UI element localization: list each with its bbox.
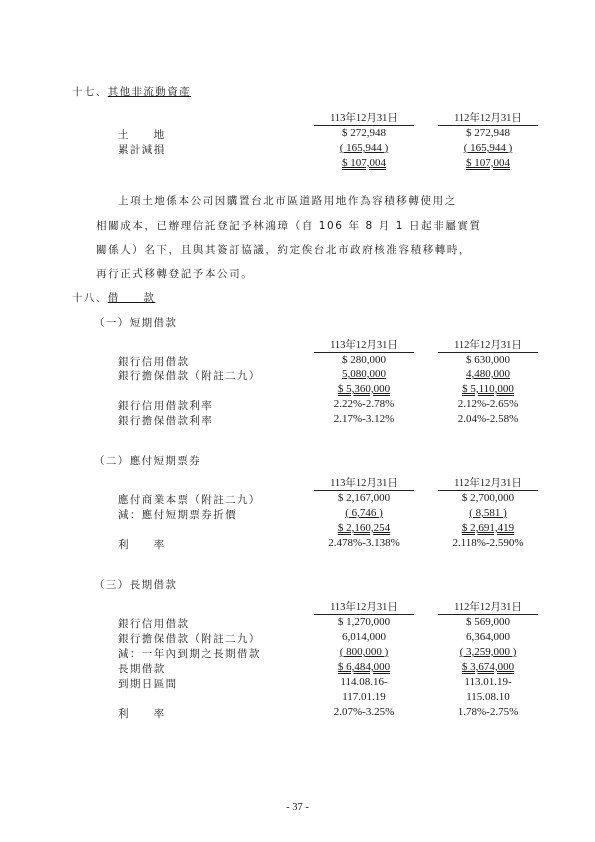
sub3-row-value: 114.08.16- bbox=[340, 676, 388, 688]
sub1-row-value: 2.22%-2.78% bbox=[333, 398, 395, 410]
sub1-row-value: 2.17%-3.12% bbox=[333, 413, 395, 425]
sub3-total-value: $ 3,674,000 bbox=[461, 661, 515, 673]
sub3-row-value: 1.78%-2.75% bbox=[457, 706, 519, 718]
sec17-row-value: $ 272,948 bbox=[342, 127, 386, 139]
sub1-row-value: $ 630,000 bbox=[466, 354, 510, 366]
sub1-row-label: 銀行擔保借款（附註二九） bbox=[118, 370, 261, 382]
sub1-row-label: 銀行信用借款 bbox=[118, 356, 190, 368]
page-number: - 37 - bbox=[286, 802, 309, 813]
sec17-col1-rule bbox=[314, 125, 414, 126]
sub2-total-value: $ 2,160,254 bbox=[337, 522, 391, 534]
sub2-row-label: 利 率 bbox=[118, 539, 166, 551]
section-17-number: 十七、 bbox=[72, 86, 108, 98]
sub3-col2-header: 112年12月31日 bbox=[454, 602, 522, 613]
sub1-row-value: 5,080,000 bbox=[342, 368, 386, 380]
sub3-row-value: $ 1,270,000 bbox=[337, 616, 391, 628]
sub1-row-label: 銀行擔保借款利率 bbox=[118, 415, 214, 427]
sub3-row-label: 到期日區間 bbox=[118, 678, 178, 690]
sub2-total-value: $ 2,691,419 bbox=[461, 522, 515, 534]
sub3-row-value: 115.08.10 bbox=[466, 691, 510, 703]
sub3-row-value: 6,014,000 bbox=[342, 631, 386, 643]
sub2-row-value: ( 6,746 ) bbox=[345, 507, 383, 519]
sub3-col1-rule bbox=[314, 614, 414, 615]
sec17-total-value: $ 107,004 bbox=[466, 157, 510, 169]
section-18-title: 借 款 bbox=[107, 292, 156, 304]
sub3-row-value: 113.01.19- bbox=[464, 676, 512, 688]
sub3-row-label: 利 率 bbox=[118, 708, 166, 720]
sub2-row-label: 減：應付短期票券折價 bbox=[118, 509, 237, 521]
sec17-row-label: 累計減損 bbox=[118, 144, 166, 156]
sub1-row-value: 2.12%-2.65% bbox=[457, 398, 519, 410]
long-term-loans-title: （三）長期借款 bbox=[94, 579, 178, 591]
sec17-row-value: $ 272,948 bbox=[466, 127, 510, 139]
sub3-row-label: 銀行擔保借款（附註二九） bbox=[118, 633, 261, 645]
sub3-row-value: 2.07%-3.25% bbox=[333, 706, 395, 718]
sub2-col2-rule bbox=[438, 490, 538, 491]
sub1-col2-header: 112年12月31日 bbox=[454, 340, 522, 351]
sub1-col1-header: 113年12月31日 bbox=[330, 340, 398, 351]
sub1-total-value: $ 5,360,000 bbox=[337, 383, 391, 395]
sub2-row-label: 應付商業本票（附註二九） bbox=[118, 494, 261, 506]
sub1-row-value: 4,480,000 bbox=[466, 368, 510, 380]
sub2-col1-header: 113年12月31日 bbox=[330, 478, 398, 489]
sec17-col1-header: 113年12月31日 bbox=[330, 113, 398, 124]
sub1-row-value: 2.04%-2.58% bbox=[457, 413, 519, 425]
sec17-col2-header: 112年12月31日 bbox=[454, 113, 522, 124]
sub3-col2-rule bbox=[438, 614, 538, 615]
sub3-row-value: ( 3,259,000 ) bbox=[459, 646, 517, 658]
sub3-row-label: 銀行信用借款 bbox=[118, 618, 190, 630]
sub3-col1-header: 113年12月31日 bbox=[330, 602, 398, 613]
sub1-col1-rule bbox=[314, 352, 414, 353]
sub3-row-label: 長期借款 bbox=[118, 663, 166, 675]
sub2-col1-rule bbox=[314, 490, 414, 491]
sec17-row-value: ( 165,944 ) bbox=[339, 142, 389, 154]
sec17-paragraph-line: 上項土地係本公司因購置台北市區道路用地作為容積移轉使用之 bbox=[118, 195, 457, 207]
sub1-row-value: $ 280,000 bbox=[342, 354, 386, 366]
sub1-row-label: 銀行信用借款利率 bbox=[118, 400, 214, 412]
sec17-paragraph-line: 關係人）名下，且與其簽訂協議，約定俟台北市政府核准容積移轉時， bbox=[96, 244, 472, 256]
sub2-row-value: ( 8,581 ) bbox=[469, 507, 507, 519]
sec17-row-label: 土 地 bbox=[118, 129, 166, 141]
sub3-row-value: ( 800,000 ) bbox=[339, 646, 389, 658]
sub2-row-value: 2.478%-3.138% bbox=[328, 537, 400, 549]
sub1-total-value: $ 5,110,000 bbox=[462, 383, 514, 395]
sub2-row-value: 2.118%-2.590% bbox=[452, 537, 524, 549]
sec17-col2-rule bbox=[438, 125, 538, 126]
section-17-title: 其他非流動資產 bbox=[107, 86, 192, 98]
sec17-total-value: $ 107,004 bbox=[342, 157, 386, 169]
section-17-heading bbox=[72, 84, 191, 99]
sec17-row-value: ( 165,944 ) bbox=[463, 142, 513, 154]
sub3-row-label: 減：一年內到期之長期借款 bbox=[118, 648, 261, 660]
sec17-paragraph-line: 再行正式移轉登記予本公司。 bbox=[96, 268, 254, 280]
sub2-col2-header: 112年12月31日 bbox=[454, 478, 522, 489]
sub3-row-value: 117.01.19 bbox=[342, 691, 386, 703]
sub3-total-value: $ 6,484,000 bbox=[337, 661, 391, 673]
short-term-notes-title: （二）應付短期票券 bbox=[94, 455, 202, 467]
sec17-paragraph-line: 相關成本，已辦理信託登記予林鴻璋（自 106 年 8 月 1 日起非屬實質 bbox=[96, 220, 482, 232]
sub3-row-value: 6,364,000 bbox=[466, 631, 510, 643]
sub2-row-value: $ 2,167,000 bbox=[337, 492, 391, 504]
sub2-row-value: $ 2,700,000 bbox=[461, 492, 515, 504]
sub3-row-value: $ 569,000 bbox=[466, 616, 510, 628]
section-18-number: 十八、 bbox=[72, 292, 108, 304]
sub1-col2-rule bbox=[438, 352, 538, 353]
short-term-loans-title: （一）短期借款 bbox=[94, 317, 178, 329]
section-18-heading bbox=[72, 290, 155, 305]
